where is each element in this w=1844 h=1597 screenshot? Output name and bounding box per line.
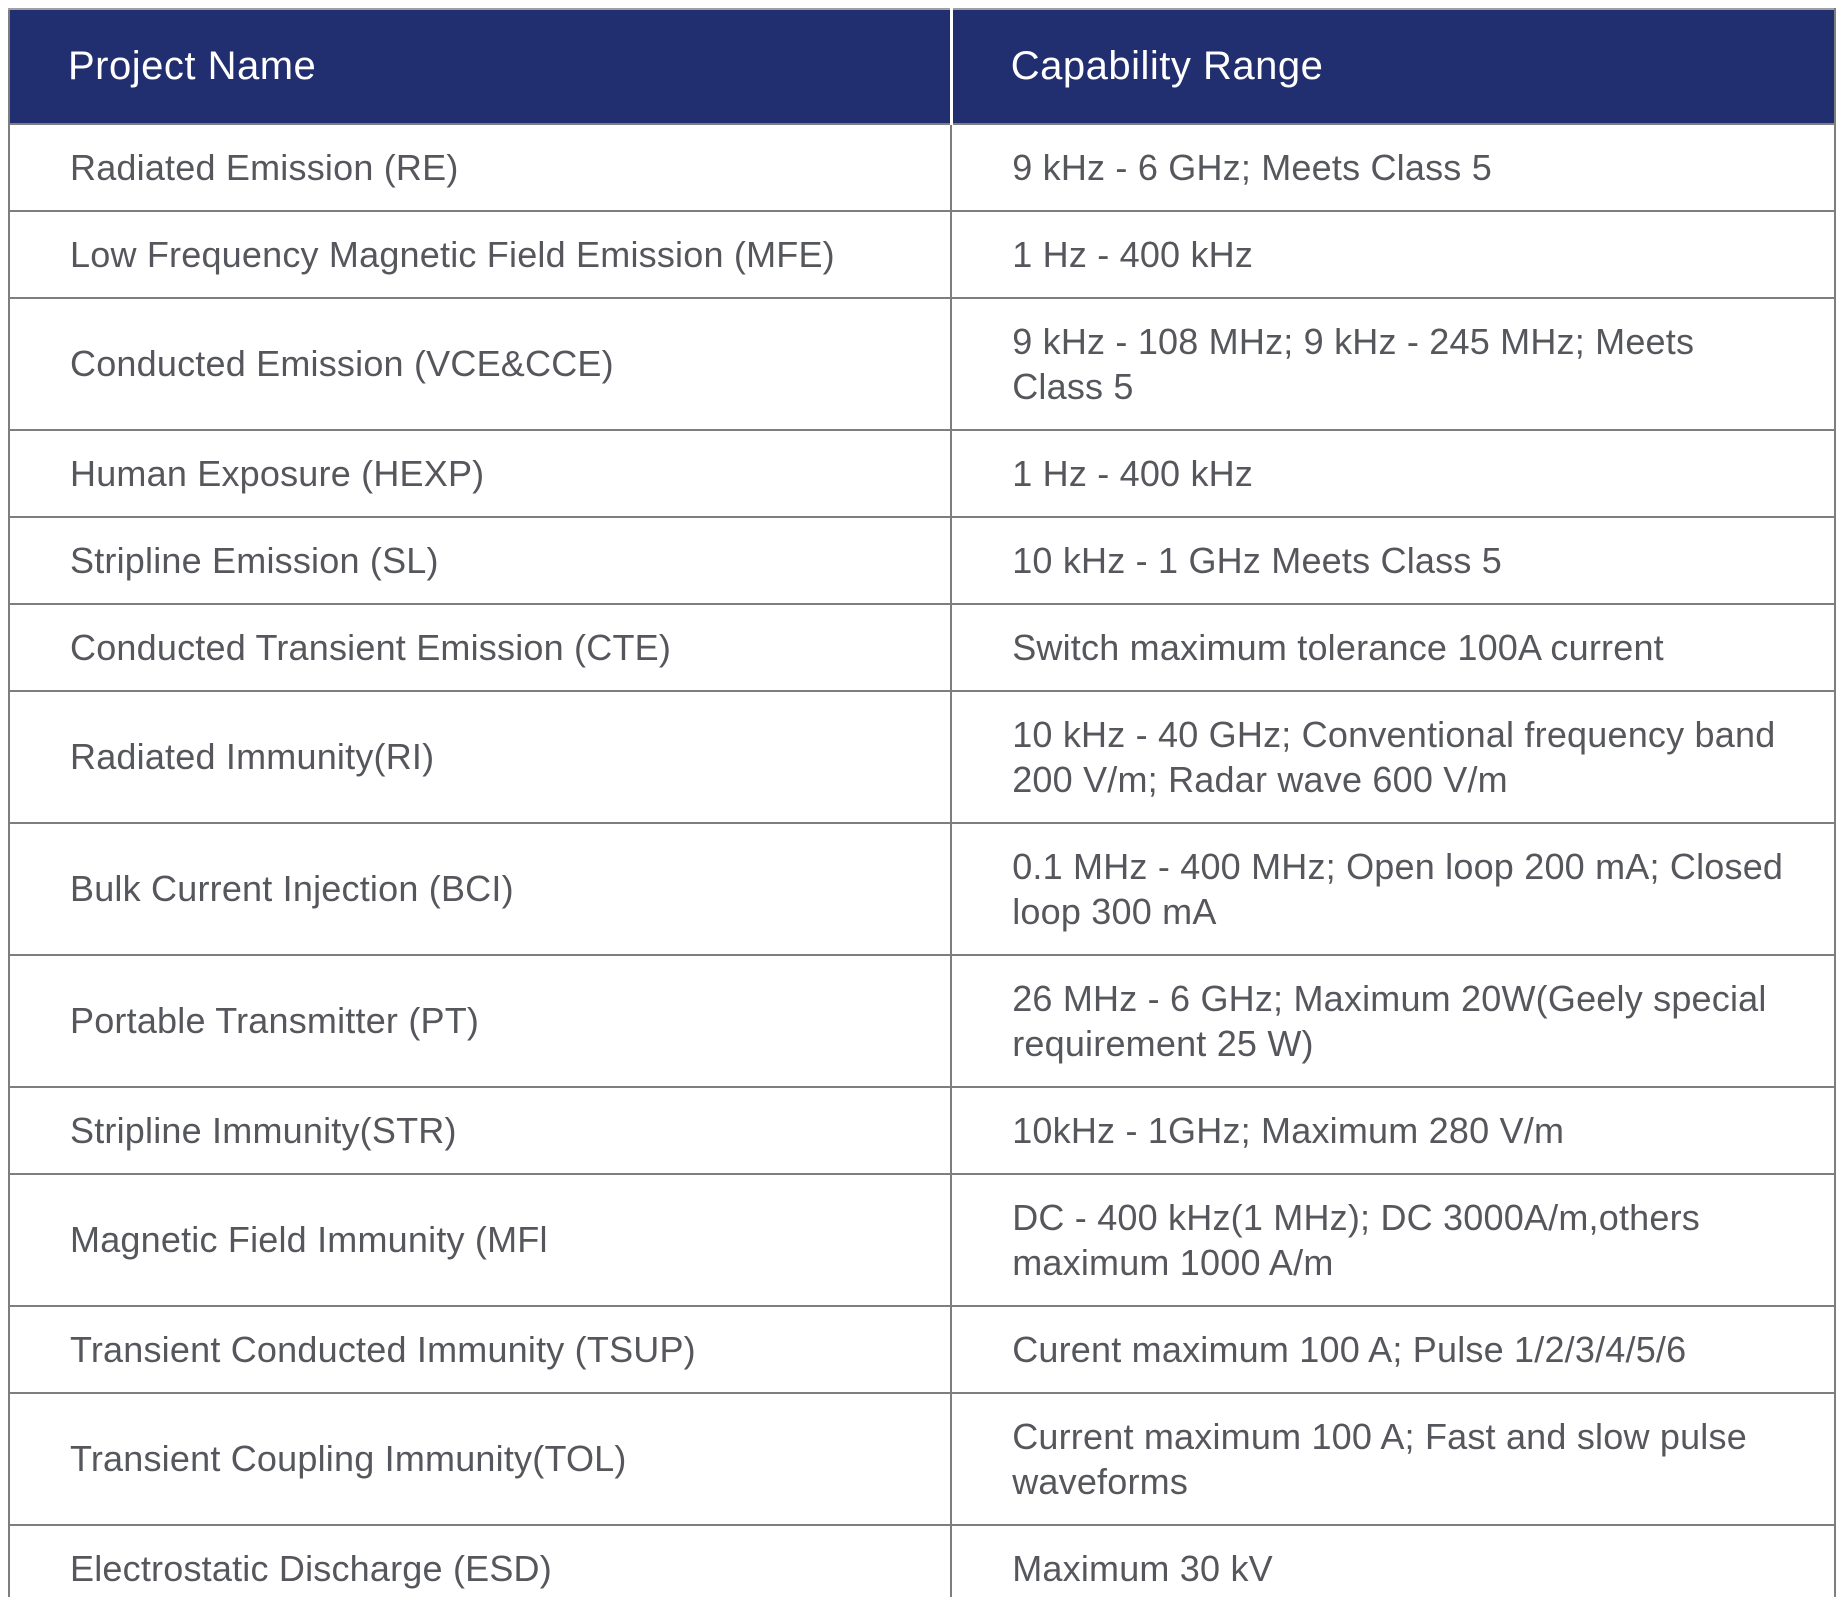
project-name-cell: Conducted Transient Emission (CTE) [9, 604, 951, 691]
capability-range-cell: 1 Hz - 400 kHz [951, 430, 1835, 517]
capability-range-cell: 0.1 MHz - 400 MHz; Open loop 200 mA; Closed loop 300 mA [951, 823, 1835, 955]
capability-range-cell: 9 kHz - 108 MHz; 9 kHz - 245 MHz; Meets Class 5 [951, 298, 1835, 430]
table-row [9, 430, 1835, 517]
project-name-cell: Magnetic Field Immunity (MFl [9, 1174, 951, 1306]
capability-range-cell: DC - 400 kHz(1 MHz); DC 3000A/m,others maximum 1000 A/m [951, 1174, 1835, 1306]
capability-range-cell: Current maximum 100 A; Fast and slow pulse waveforms [951, 1393, 1835, 1525]
capability-range-cell: Switch maximum tolerance 100A current [951, 604, 1835, 691]
project-name-cell: Radiated Emission (RE) [9, 124, 951, 211]
project-name-cell: Stripline Immunity(STR) [9, 1087, 951, 1174]
table-row [9, 955, 1835, 1087]
capability-range-cell: 10kHz - 1GHz; Maximum 280 V/m [951, 1087, 1835, 1174]
capability-table [8, 8, 1836, 1597]
table-row [9, 1525, 1835, 1597]
capability-range-cell: 10 kHz - 1 GHz Meets Class 5 [951, 517, 1835, 604]
table-row [9, 604, 1835, 691]
table-row [9, 1306, 1835, 1393]
project-name-cell: Conducted Emission (VCE&CCE) [9, 298, 951, 430]
table-row [9, 517, 1835, 604]
table-row [9, 211, 1835, 298]
capability-range-cell: 1 Hz - 400 kHz [951, 211, 1835, 298]
capability-range-cell: Maximum 30 kV [951, 1525, 1835, 1597]
table-row [9, 1174, 1835, 1306]
capability-range-cell: Curent maximum 100 A; Pulse 1/2/3/4/5/6 [951, 1306, 1835, 1393]
table-row [9, 1087, 1835, 1174]
capability-range-cell: 9 kHz - 6 GHz; Meets Class 5 [951, 124, 1835, 211]
table-row [9, 823, 1835, 955]
table-row [9, 298, 1835, 430]
capability-range-cell: 26 MHz - 6 GHz; Maximum 20W(Geely special requirement 25 W) [951, 955, 1835, 1087]
project-name-cell: Portable Transmitter (PT) [9, 955, 951, 1087]
project-name-cell: Bulk Current Injection (BCI) [9, 823, 951, 955]
header-capability-range: Capability Range [951, 9, 1835, 124]
project-name-cell: Radiated Immunity(RI) [9, 691, 951, 823]
table-row [9, 691, 1835, 823]
table-row [9, 1393, 1835, 1525]
capability-range-cell: 10 kHz - 40 GHz; Conventional frequency band 200 V/m; Radar wave 600 V/m [951, 691, 1835, 823]
project-name-cell: Transient Conducted Immunity (TSUP) [9, 1306, 951, 1393]
project-name-cell: Stripline Emission (SL) [9, 517, 951, 604]
project-name-cell: Transient Coupling Immunity(TOL) [9, 1393, 951, 1525]
project-name-cell: Low Frequency Magnetic Field Emission (MFE) [9, 211, 951, 298]
header-project-name: Project Name [9, 9, 951, 124]
header-row [9, 9, 1835, 124]
project-name-cell: Electrostatic Discharge (ESD) [9, 1525, 951, 1597]
table-row [9, 124, 1835, 211]
table-body [9, 124, 1835, 1597]
project-name-cell: Human Exposure (HEXP) [9, 430, 951, 517]
